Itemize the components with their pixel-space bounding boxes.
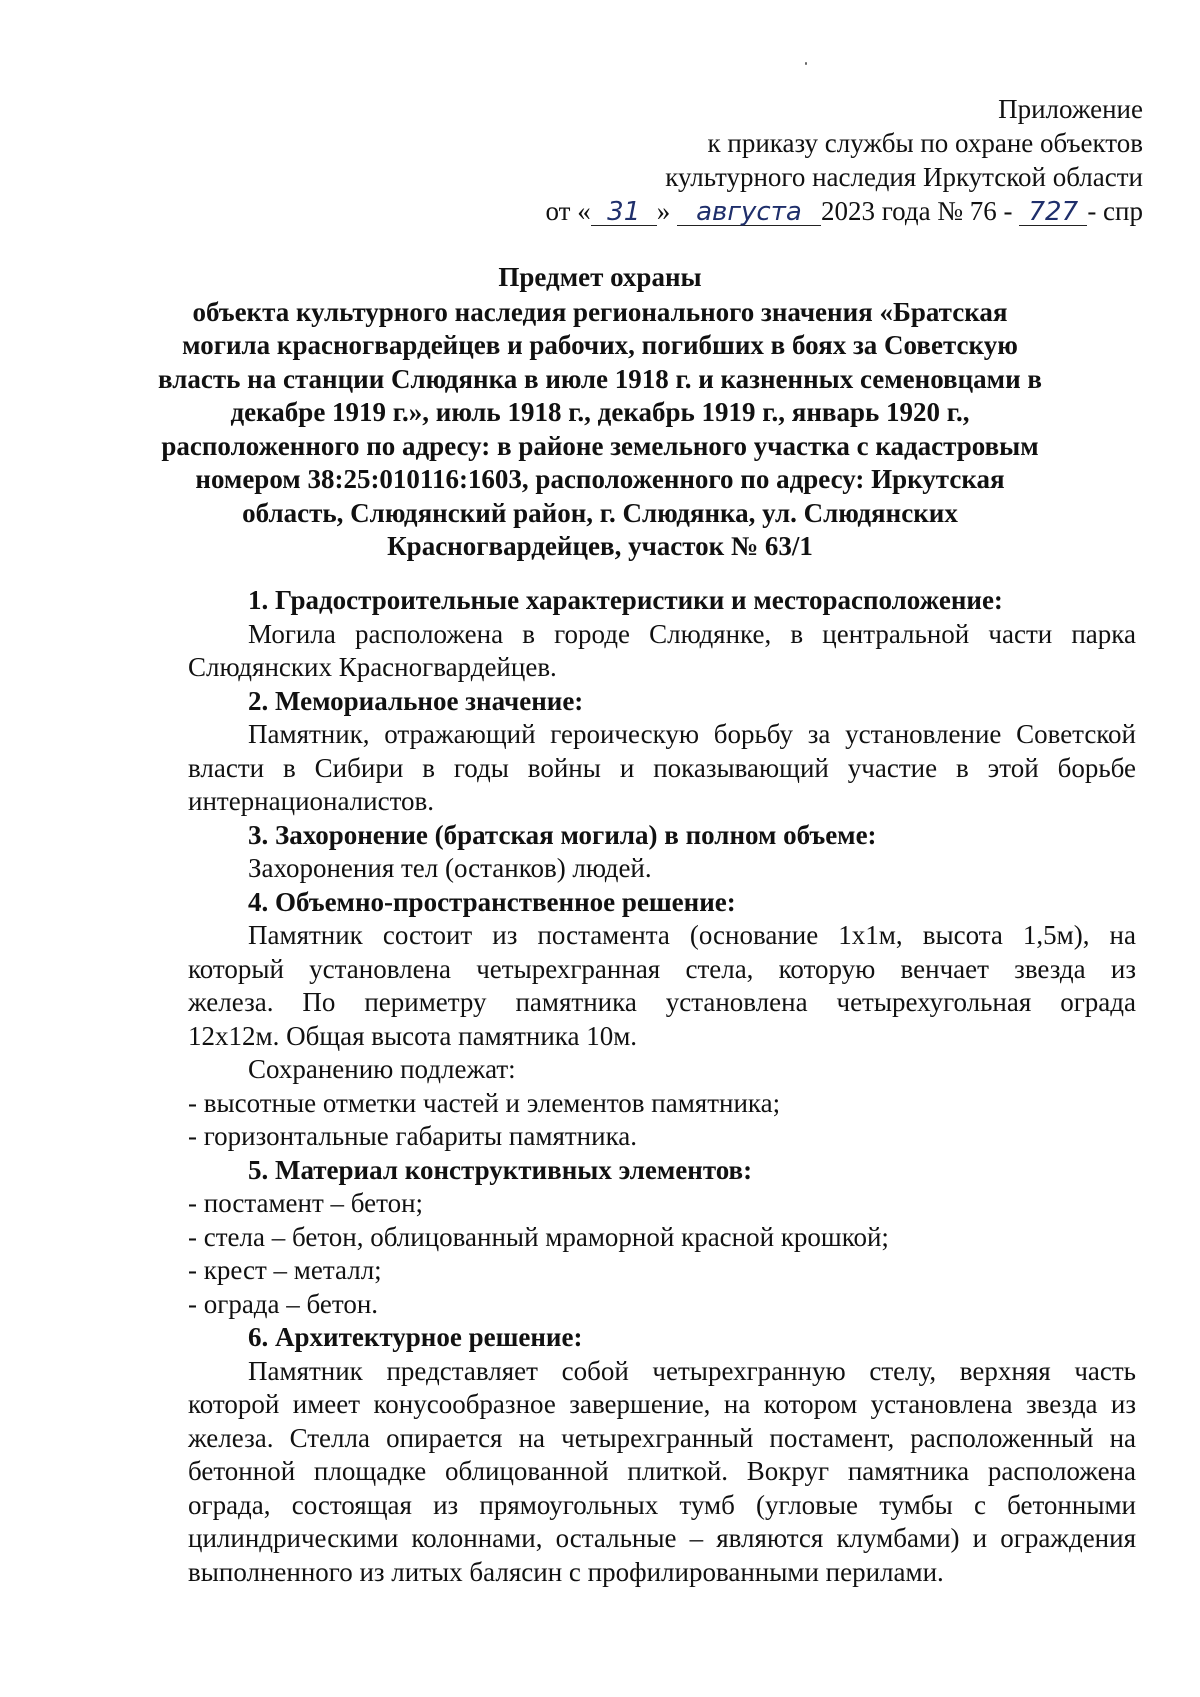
title-line: власть на станции Слюдянка в июле 1918 г. и казненных семеновцами в	[158, 363, 1042, 394]
appendix-header	[546, 92, 1144, 228]
section-heading-volume: 4. Объемно-пространственное решение:	[248, 886, 736, 917]
paragraph-line: железа. Стелла опирается на четырехгранный постамент, расположенный на	[188, 1422, 1136, 1453]
title-line: Красногвардейцев, участок № 63/1	[387, 531, 813, 561]
list-item: - стела – бетон, облицованный мраморной красной крошкой;	[188, 1221, 889, 1252]
paragraph-line: бетонной площадке облицованной плиткой. Вокруг памятника расположена	[188, 1456, 1136, 1486]
list-item: - ограда – бетон.	[188, 1288, 379, 1319]
header-line-appendix: Приложение	[998, 94, 1143, 124]
paragraph-line: цилиндрическими колоннами, остальные – являются клумбами) и ограждения	[188, 1523, 1136, 1553]
title-line: область, Слюдянский район, г. Слюдянка, ул. Слюдянских	[242, 497, 958, 528]
title-line: номером 38:25:010116:1603, расположенного по адресу: Иркутская	[195, 464, 1005, 494]
paragraph-line: Слюдянских Красногвардейцев.	[188, 652, 557, 682]
section-heading-material: 5. Материал конструктивных элементов:	[248, 1154, 753, 1185]
title-line: декабре 1919 г.», июль 1918 г., декабрь 1919 г., январь 1920 г.,	[230, 397, 970, 427]
list-item: - горизонтальные габариты памятника.	[188, 1121, 638, 1151]
paragraph-line: ограда, состоящая из прямоугольных тумб (угловые тумбы с бетонными	[188, 1489, 1136, 1520]
handwritten-doc-number: 727	[1019, 199, 1087, 226]
list-item: - высотные отметки частей и элементов памятника;	[188, 1087, 781, 1118]
paragraph-line: Памятник состоит из постамента (основание 1х1м, высота 1,5м), на	[248, 920, 1136, 950]
section-heading-burial: 3. Захоронение (братская могила) в полном объеме:	[248, 819, 877, 850]
handwritten-month: августа	[677, 199, 821, 226]
paragraph-line: которой имеет конусообразное завершение, на котором установлена звезда из	[188, 1389, 1136, 1419]
document-title	[150, 261, 1050, 564]
date-year-text: 2023 года № 76 -	[820, 196, 1013, 226]
list-item: - постамент – бетон;	[188, 1188, 424, 1218]
header-line-order: к приказу службы по охране объектов	[707, 128, 1143, 158]
paragraph-line: интернационалистов.	[188, 786, 435, 816]
paragraph-line: Памятник представляет собой четырехгранную стелу, верхняя часть	[248, 1355, 1136, 1386]
doc-suffix: - спр	[1087, 196, 1143, 226]
paragraph-line: Сохранению подлежат:	[248, 1054, 516, 1084]
scan-speck	[805, 62, 807, 65]
paragraph-line: Памятник, отражающий героическую борьбу за установление Советской	[248, 719, 1136, 749]
date-prefix: от «	[545, 196, 591, 226]
section-heading-urban: 1. Градостроительные характеристики и месторасположение:	[248, 585, 1003, 615]
paragraph-line: власти в Сибири в годы войны и показывающий участие в этой борьбе	[188, 752, 1136, 783]
paragraph-line: выполненного из литых балясин с профилированными перилами.	[188, 1556, 944, 1587]
title-line: расположенного по адресу: в районе земельного участка с кадастровым	[161, 430, 1039, 461]
document-body	[188, 584, 1136, 1589]
paragraph-line: Захоронения тел (останков) людей.	[248, 853, 652, 883]
header-line-service: культурного наследия Иркутской области	[665, 162, 1143, 192]
list-item: - крест – металл;	[188, 1255, 382, 1285]
handwritten-day: 31	[591, 199, 657, 226]
paragraph-line: 12х12м. Общая высота памятника 10м.	[188, 1020, 638, 1051]
paragraph-line: железа. По периметру памятника установлена четырехугольная ограда	[188, 987, 1136, 1017]
title-line: могила красногвардейцев и рабочих, погибших в боях за Советскую	[182, 330, 1018, 360]
section-heading-memorial: 2. Мемориальное значение:	[248, 685, 584, 716]
title-line: объекта культурного наследия регионального значения «Братская	[192, 296, 1008, 327]
section-heading-architecture: 6. Архитектурное решение:	[248, 1322, 583, 1352]
title-main: Предмет охраны	[498, 262, 702, 292]
header-line-date	[546, 194, 1144, 228]
paragraph-line: Могила расположена в городе Слюдянке, в центральной части парка	[248, 618, 1136, 649]
date-mid: »	[656, 196, 671, 226]
paragraph-line: который установлена четырехгранная стела, которую венчает звезда из	[188, 953, 1136, 984]
